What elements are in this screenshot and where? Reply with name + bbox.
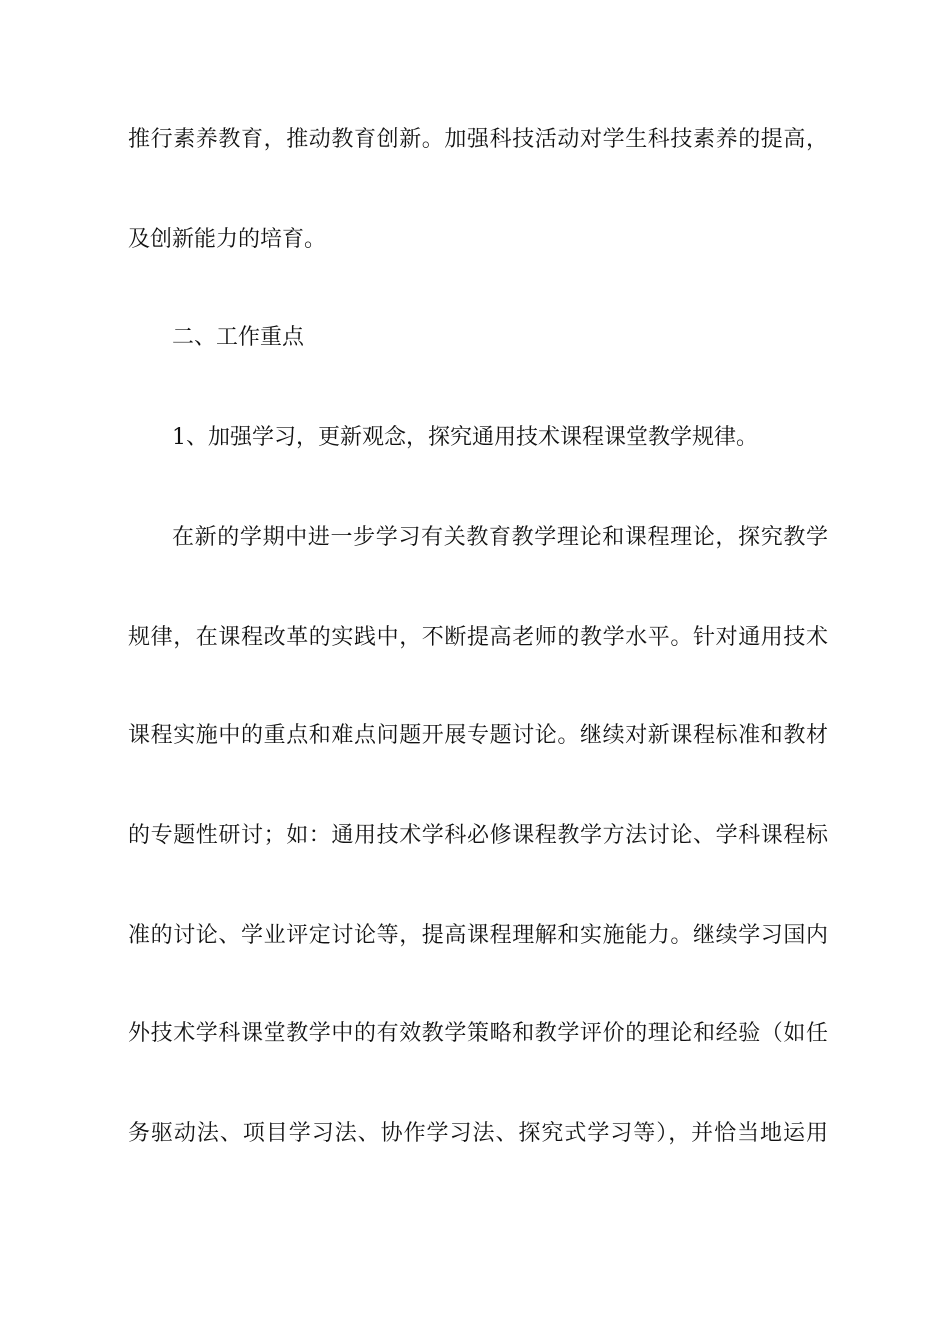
text-line: 推行素养教育，推动教育创新。加强科技活动对学生科技素养的提高，	[128, 127, 828, 152]
text-line: 务驱动法、项目学习法、协作学习法、探究式学习等），并恰当地运用	[128, 1121, 828, 1146]
text-line: 准的讨论、学业评定讨论等，提高课程理解和实施能力。继续学习国内	[128, 923, 828, 948]
paragraph-first-line: 在新的学期中进一步学习有关教育教学理论和课程理论，探究教学	[172, 525, 828, 550]
section-heading: 二、工作重点	[172, 325, 305, 350]
text-line: 及创新能力的培育。	[128, 227, 327, 252]
text-line: 课程实施中的重点和难点问题开展专题讨论。继续对新课程标准和教材	[128, 723, 828, 748]
text-line: 的专题性研讨；如：通用技术学科必修课程教学方法讨论、学科课程标	[128, 823, 828, 848]
subsection-heading: 1、加强学习，更新观念，探究通用技术课程课堂教学规律。	[172, 425, 758, 450]
text-line: 规律，在课程改革的实践中，不断提高老师的教学水平。针对通用技术	[128, 625, 828, 650]
text-line: 外技术学科课堂教学中的有效教学策略和教学评价的理论和经验（如任	[128, 1021, 828, 1046]
